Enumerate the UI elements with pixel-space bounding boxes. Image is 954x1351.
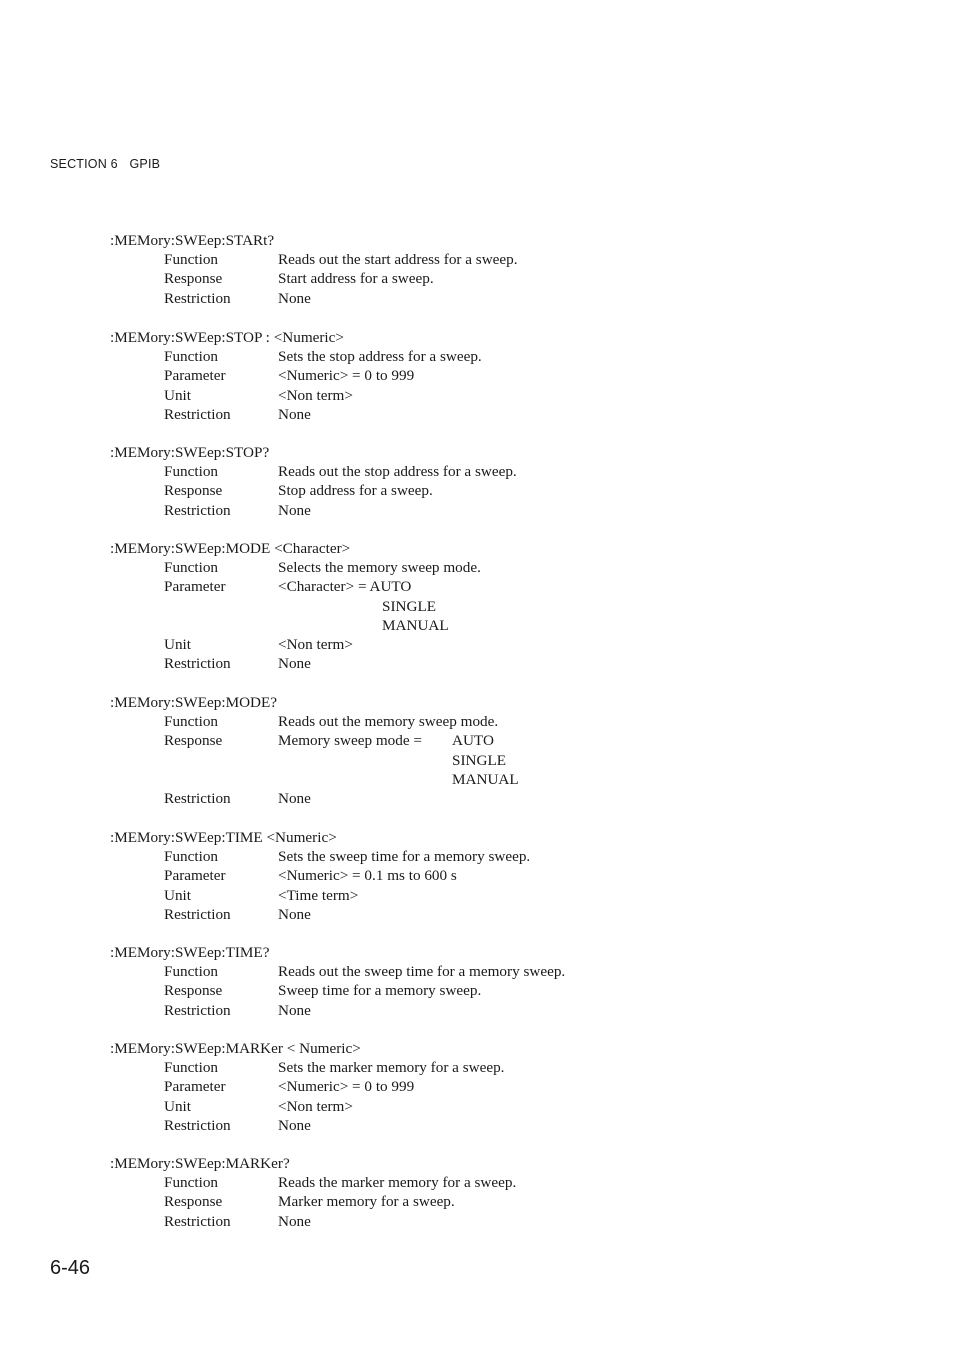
command-name: :MEMory:SWEep:STOP? [110, 444, 270, 461]
row-value: None [278, 1001, 311, 1019]
row-label: Parameter [164, 1078, 226, 1096]
row-label: Restriction [164, 501, 231, 519]
row-value: Sets the marker memory for a sweep. [278, 1059, 505, 1077]
option-value: MANUAL [452, 770, 519, 788]
row-value: None [278, 405, 311, 423]
row-value: Reads out the memory sweep mode. [278, 713, 499, 731]
row-value: <Non term> [278, 1097, 353, 1115]
command-name: :MEMory:SWEep:TIME <Numeric> [110, 829, 337, 846]
row-value: None [278, 655, 311, 673]
row-value: Start address for a sweep. [278, 270, 434, 288]
command-name: :MEMory:SWEep:MARKer < Numeric> [110, 1040, 361, 1057]
page-number: 6-46 [50, 1257, 91, 1279]
option-value: SINGLE [452, 751, 506, 769]
row-label: Restriction [164, 405, 231, 423]
row-label: Unit [164, 1097, 192, 1115]
row-value: Reads out the start address for a sweep. [278, 251, 518, 269]
row-value: <Time term> [278, 886, 359, 904]
row-label: Response [164, 270, 223, 288]
row-value: Stop address for a sweep. [278, 482, 433, 500]
row-label: Function [164, 713, 219, 731]
option-value: SINGLE [382, 597, 436, 615]
row-label: Parameter [164, 367, 226, 385]
row-value: Memory sweep mode = [278, 732, 422, 750]
row-value: <Non term> [278, 386, 353, 404]
row-label: Function [164, 251, 219, 269]
row-value: <Numeric> = 0.1 ms to 600 s [278, 867, 457, 885]
row-label: Restriction [164, 905, 231, 923]
chapter-label: GPIB [129, 157, 161, 171]
row-value: <Numeric> = 0 to 999 [278, 367, 415, 385]
row-value: Marker memory for a sweep. [278, 1193, 455, 1211]
row-label: Function [164, 463, 219, 481]
command-name: :MEMory:SWEep:MODE <Character> [110, 540, 351, 557]
row-label: Function [164, 963, 219, 981]
row-value: Sets the stop address for a sweep. [278, 348, 482, 366]
row-label: Restriction [164, 1001, 231, 1019]
row-value: Selects the memory sweep mode. [278, 559, 481, 577]
row-value: None [278, 289, 311, 307]
row-label: Function [164, 848, 219, 866]
command-name: :MEMory:SWEep:STARt? [110, 232, 275, 249]
response-value: AUTO [452, 732, 494, 750]
row-label: Response [164, 482, 223, 500]
row-value: None [278, 905, 311, 923]
running-header [50, 157, 168, 171]
row-value: Sets the sweep time for a memory sweep. [278, 848, 531, 866]
row-label: Unit [164, 386, 192, 404]
row-value: <Character> = AUTO [278, 578, 412, 596]
command-name: :MEMory:SWEep:MARKer? [110, 1155, 290, 1172]
command-name: :MEMory:SWEep:TIME? [110, 944, 270, 961]
row-value: Reads out the sweep time for a memory sweep. [278, 963, 566, 981]
row-label: Unit [164, 886, 192, 904]
row-label: Restriction [164, 1212, 231, 1230]
row-label: Function [164, 1174, 219, 1192]
row-label: Response [164, 1193, 223, 1211]
row-label: Response [164, 982, 223, 1000]
row-label: Restriction [164, 790, 231, 807]
row-value: Sweep time for a memory sweep. [278, 982, 482, 1000]
row-value: None [278, 1212, 311, 1230]
section-label: SECTION 6 [50, 157, 118, 171]
option-value: MANUAL [382, 616, 449, 634]
row-label: Response [164, 732, 223, 750]
row-value: None [278, 790, 311, 807]
row-label: Unit [164, 636, 192, 653]
row-value: <Non term> [278, 636, 353, 653]
row-label: Function [164, 348, 219, 366]
row-label: Parameter [164, 867, 226, 885]
row-label: Function [164, 559, 219, 577]
row-value: Reads out the stop address for a sweep. [278, 463, 517, 481]
row-value: Reads the marker memory for a sweep. [278, 1174, 517, 1192]
row-label: Restriction [164, 1116, 231, 1134]
row-label: Parameter [164, 578, 226, 596]
row-label: Restriction [164, 289, 231, 307]
row-value: <Numeric> = 0 to 999 [278, 1078, 415, 1096]
row-label: Function [164, 1059, 219, 1077]
command-name: :MEMory:SWEep:STOP : <Numeric> [110, 329, 344, 346]
row-value: None [278, 501, 311, 519]
row-value: None [278, 1116, 311, 1134]
row-label: Restriction [164, 655, 231, 673]
command-name: :MEMory:SWEep:MODE? [110, 694, 278, 711]
